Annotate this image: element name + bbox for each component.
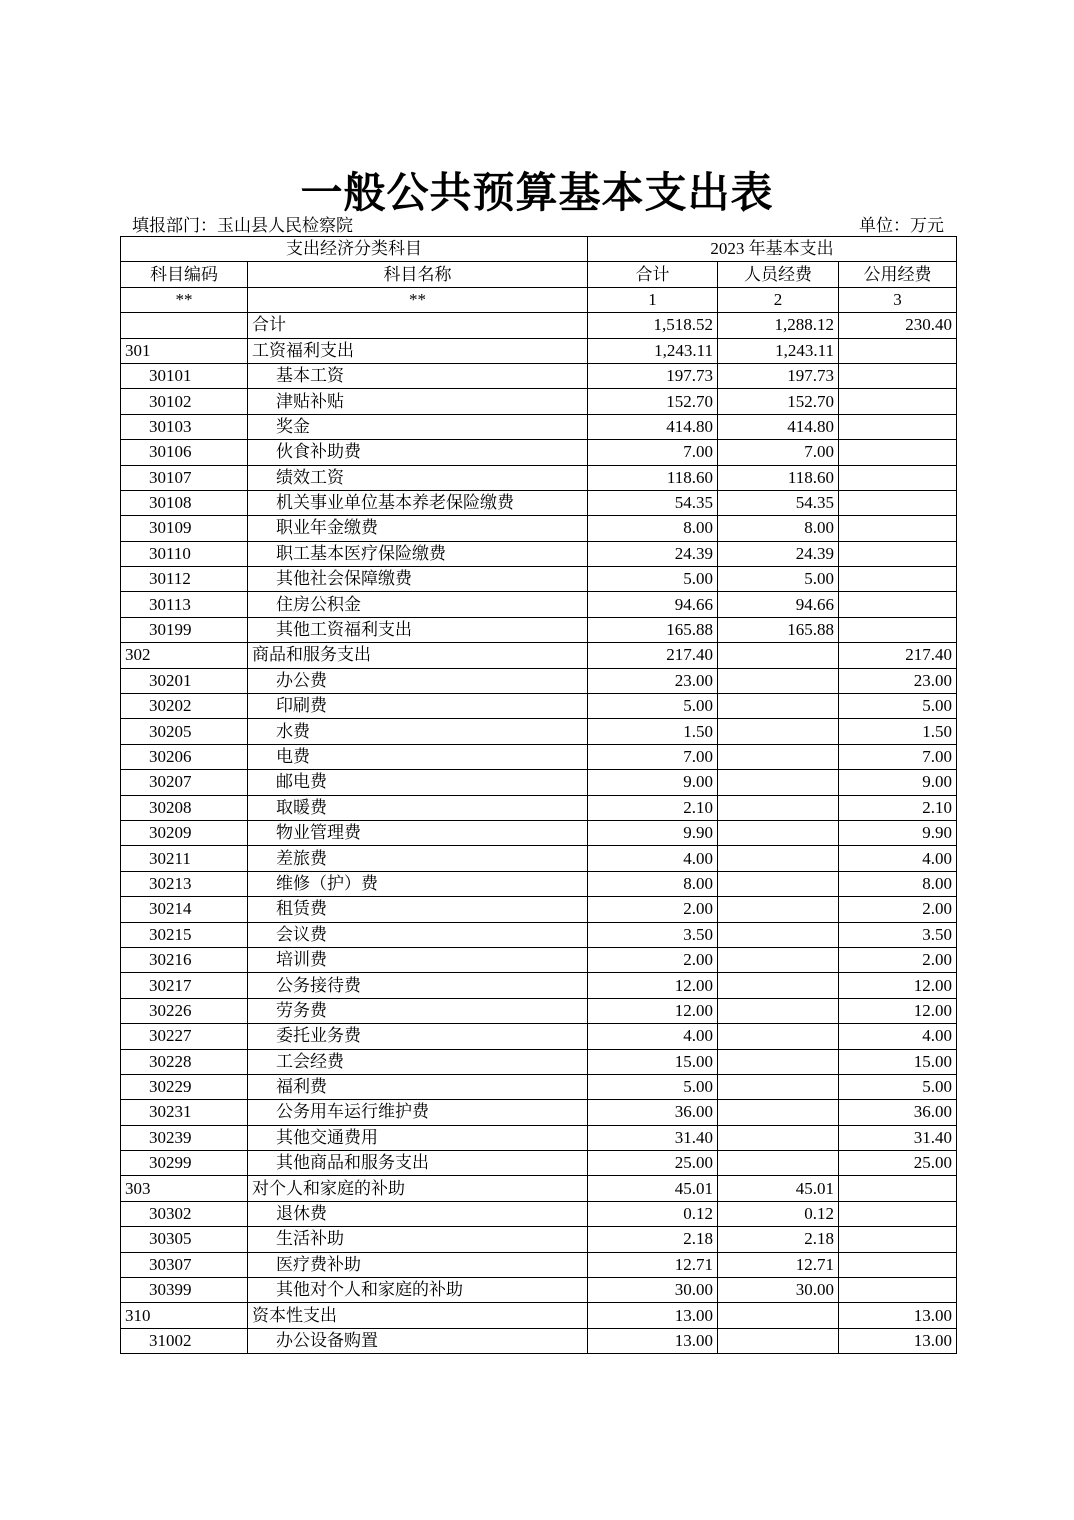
total-cell: 2.18 xyxy=(588,1227,718,1252)
total-cell: 165.88 xyxy=(588,617,718,642)
subject-name-cell: 物业管理费 xyxy=(248,820,588,845)
public-cost-cell: 31.40 xyxy=(839,1125,957,1150)
personnel-cost-cell xyxy=(718,795,839,820)
subject-name-cell: 取暖费 xyxy=(248,795,588,820)
personnel-cost-cell: 118.60 xyxy=(718,465,839,490)
table-row xyxy=(121,516,957,541)
table-row xyxy=(121,922,957,947)
index-code: ** xyxy=(121,287,248,312)
personnel-cost-cell: 2.18 xyxy=(718,1227,839,1252)
subject-code-cell: 30305 xyxy=(121,1227,248,1252)
table-row xyxy=(121,541,957,566)
total-cell: 54.35 xyxy=(588,490,718,515)
public-cost-cell xyxy=(839,490,957,515)
subject-code-cell: 30215 xyxy=(121,922,248,947)
table-row xyxy=(121,770,957,795)
subject-name-cell: 医疗费补助 xyxy=(248,1252,588,1277)
subject-name-cell: 租赁费 xyxy=(248,897,588,922)
table-row xyxy=(121,643,957,668)
total-cell: 414.80 xyxy=(588,414,718,439)
table-row xyxy=(121,1125,957,1150)
total-cell: 94.66 xyxy=(588,592,718,617)
table-row xyxy=(121,998,957,1023)
public-cost-cell: 3.50 xyxy=(839,922,957,947)
index-name: ** xyxy=(248,287,588,312)
public-cost-cell: 230.40 xyxy=(839,313,957,338)
total-cell: 9.00 xyxy=(588,770,718,795)
subject-code-cell: 30302 xyxy=(121,1201,248,1226)
table-row xyxy=(121,1303,957,1328)
header-public-cost: 公用经费 xyxy=(839,262,957,287)
subject-code-cell: 30108 xyxy=(121,490,248,515)
personnel-cost-cell xyxy=(718,1024,839,1049)
table-row xyxy=(121,1151,957,1176)
subject-code-cell: 30229 xyxy=(121,1074,248,1099)
public-cost-cell xyxy=(839,567,957,592)
total-cell: 2.10 xyxy=(588,795,718,820)
subject-name-cell: 水费 xyxy=(248,719,588,744)
subject-code-cell: 30228 xyxy=(121,1049,248,1074)
personnel-cost-cell: 5.00 xyxy=(718,567,839,592)
personnel-cost-cell xyxy=(718,871,839,896)
personnel-cost-cell: 24.39 xyxy=(718,541,839,566)
personnel-cost-cell xyxy=(718,694,839,719)
header-index-row xyxy=(121,287,957,312)
table-row xyxy=(121,871,957,896)
table-row xyxy=(121,414,957,439)
personnel-cost-cell xyxy=(718,1074,839,1099)
public-cost-cell: 2.00 xyxy=(839,947,957,972)
public-cost-cell: 4.00 xyxy=(839,1024,957,1049)
personnel-cost-cell xyxy=(718,770,839,795)
personnel-cost-cell xyxy=(718,1100,839,1125)
personnel-cost-cell: 45.01 xyxy=(718,1176,839,1201)
total-cell: 23.00 xyxy=(588,668,718,693)
subject-code-cell: 30207 xyxy=(121,770,248,795)
index-total: 1 xyxy=(588,287,718,312)
total-cell: 2.00 xyxy=(588,897,718,922)
total-cell: 13.00 xyxy=(588,1328,718,1353)
table-row xyxy=(121,363,957,388)
table-row xyxy=(121,313,957,338)
public-cost-cell xyxy=(839,1227,957,1252)
public-cost-cell xyxy=(839,1278,957,1303)
public-cost-cell: 36.00 xyxy=(839,1100,957,1125)
subject-code-cell: 30205 xyxy=(121,719,248,744)
personnel-cost-cell xyxy=(718,846,839,871)
public-cost-cell: 25.00 xyxy=(839,1151,957,1176)
subject-name-cell: 维修（护）费 xyxy=(248,871,588,896)
public-cost-cell: 23.00 xyxy=(839,668,957,693)
personnel-cost-cell xyxy=(718,947,839,972)
public-cost-cell: 217.40 xyxy=(839,643,957,668)
personnel-cost-cell: 30.00 xyxy=(718,1278,839,1303)
total-cell: 217.40 xyxy=(588,643,718,668)
subject-code-cell: 30109 xyxy=(121,516,248,541)
table-row xyxy=(121,973,957,998)
personnel-cost-cell: 7.00 xyxy=(718,440,839,465)
total-cell: 1,243.11 xyxy=(588,338,718,363)
personnel-cost-cell: 1,288.12 xyxy=(718,313,839,338)
subject-name-cell: 津贴补贴 xyxy=(248,389,588,414)
public-cost-cell: 2.00 xyxy=(839,897,957,922)
subject-name-cell: 职工基本医疗保险缴费 xyxy=(248,541,588,566)
personnel-cost-cell xyxy=(718,1125,839,1150)
subject-code-cell: 30209 xyxy=(121,820,248,845)
total-cell: 2.00 xyxy=(588,947,718,972)
total-cell: 36.00 xyxy=(588,1100,718,1125)
total-cell: 1,518.52 xyxy=(588,313,718,338)
subject-name-cell: 公务用车运行维护费 xyxy=(248,1100,588,1125)
subject-name-cell: 印刷费 xyxy=(248,694,588,719)
subject-name-cell: 福利费 xyxy=(248,1074,588,1099)
table-row xyxy=(121,1252,957,1277)
public-cost-cell xyxy=(839,414,957,439)
table-row xyxy=(121,1100,957,1125)
total-cell: 12.71 xyxy=(588,1252,718,1277)
table-row xyxy=(121,592,957,617)
subject-name-cell: 住房公积金 xyxy=(248,592,588,617)
header-subject-name: 科目名称 xyxy=(248,262,588,287)
personnel-cost-cell xyxy=(718,973,839,998)
header-group-row xyxy=(121,237,957,262)
total-cell: 5.00 xyxy=(588,694,718,719)
subject-name-cell: 会议费 xyxy=(248,922,588,947)
subject-code-cell: 30106 xyxy=(121,440,248,465)
public-cost-cell: 4.00 xyxy=(839,846,957,871)
personnel-cost-cell xyxy=(718,744,839,769)
subject-name-cell: 对个人和家庭的补助 xyxy=(248,1176,588,1201)
budget-table xyxy=(120,236,957,1354)
public-cost-cell: 1.50 xyxy=(839,719,957,744)
total-cell: 15.00 xyxy=(588,1049,718,1074)
public-cost-cell xyxy=(839,1176,957,1201)
table-row xyxy=(121,795,957,820)
total-cell: 12.00 xyxy=(588,973,718,998)
public-cost-cell: 2.10 xyxy=(839,795,957,820)
total-cell: 7.00 xyxy=(588,744,718,769)
subject-code-cell: 30208 xyxy=(121,795,248,820)
header-subject-code: 科目编码 xyxy=(121,262,248,287)
subject-name-cell: 伙食补助费 xyxy=(248,440,588,465)
public-cost-cell xyxy=(839,389,957,414)
subject-name-cell: 电费 xyxy=(248,744,588,769)
subject-name-cell: 培训费 xyxy=(248,947,588,972)
public-cost-cell: 12.00 xyxy=(839,998,957,1023)
personnel-cost-cell: 12.71 xyxy=(718,1252,839,1277)
subject-code-cell: 30112 xyxy=(121,567,248,592)
total-cell: 13.00 xyxy=(588,1303,718,1328)
total-cell: 31.40 xyxy=(588,1125,718,1150)
unit-label: 单位：万元 xyxy=(859,216,944,235)
table-row xyxy=(121,1074,957,1099)
total-cell: 7.00 xyxy=(588,440,718,465)
total-cell: 5.00 xyxy=(588,1074,718,1099)
table-row xyxy=(121,820,957,845)
index-public: 3 xyxy=(839,287,957,312)
personnel-cost-cell xyxy=(718,643,839,668)
table-row xyxy=(121,1049,957,1074)
total-cell: 8.00 xyxy=(588,516,718,541)
table-row xyxy=(121,389,957,414)
subject-name-cell: 生活补助 xyxy=(248,1227,588,1252)
subject-name-cell: 绩效工资 xyxy=(248,465,588,490)
subject-code-cell: 30101 xyxy=(121,363,248,388)
subject-name-cell: 其他社会保障缴费 xyxy=(248,567,588,592)
table-row xyxy=(121,668,957,693)
table-row xyxy=(121,694,957,719)
total-cell: 24.39 xyxy=(588,541,718,566)
public-cost-cell: 9.90 xyxy=(839,820,957,845)
table-row xyxy=(121,1227,957,1252)
personnel-cost-cell xyxy=(718,1151,839,1176)
personnel-cost-cell: 197.73 xyxy=(718,363,839,388)
subject-name-cell: 职业年金缴费 xyxy=(248,516,588,541)
total-cell: 5.00 xyxy=(588,567,718,592)
subject-code-cell: 30226 xyxy=(121,998,248,1023)
subject-name-cell: 奖金 xyxy=(248,414,588,439)
public-cost-cell xyxy=(839,541,957,566)
subject-code-cell xyxy=(121,313,248,338)
subject-name-cell: 办公设备购置 xyxy=(248,1328,588,1353)
total-cell: 9.90 xyxy=(588,820,718,845)
table-row xyxy=(121,1176,957,1201)
personnel-cost-cell: 54.35 xyxy=(718,490,839,515)
table-row xyxy=(121,719,957,744)
subject-code-cell: 30213 xyxy=(121,871,248,896)
subject-code-cell: 303 xyxy=(121,1176,248,1201)
subject-name-cell: 差旅费 xyxy=(248,846,588,871)
subject-code-cell: 30110 xyxy=(121,541,248,566)
subject-code-cell: 30102 xyxy=(121,389,248,414)
personnel-cost-cell xyxy=(718,668,839,693)
personnel-cost-cell xyxy=(718,1303,839,1328)
subject-code-cell: 30206 xyxy=(121,744,248,769)
table-row xyxy=(121,1328,957,1353)
public-cost-cell: 5.00 xyxy=(839,694,957,719)
subject-code-cell: 30307 xyxy=(121,1252,248,1277)
table-row xyxy=(121,567,957,592)
index-personnel: 2 xyxy=(718,287,839,312)
public-cost-cell xyxy=(839,338,957,363)
subject-name-cell: 其他工资福利支出 xyxy=(248,617,588,642)
personnel-cost-cell xyxy=(718,1328,839,1353)
header-basic-expenditure-2023: 2023 年基本支出 xyxy=(588,237,957,262)
subject-name-cell: 邮电费 xyxy=(248,770,588,795)
header-column-row xyxy=(121,262,957,287)
subject-name-cell: 公务接待费 xyxy=(248,973,588,998)
table-row xyxy=(121,1024,957,1049)
total-cell: 197.73 xyxy=(588,363,718,388)
subject-code-cell: 30231 xyxy=(121,1100,248,1125)
subject-name-cell: 商品和服务支出 xyxy=(248,643,588,668)
personnel-cost-cell: 0.12 xyxy=(718,1201,839,1226)
table-row xyxy=(121,338,957,363)
public-cost-cell: 15.00 xyxy=(839,1049,957,1074)
public-cost-cell: 8.00 xyxy=(839,871,957,896)
public-cost-cell xyxy=(839,1252,957,1277)
public-cost-cell xyxy=(839,363,957,388)
personnel-cost-cell: 8.00 xyxy=(718,516,839,541)
subject-code-cell: 30216 xyxy=(121,947,248,972)
personnel-cost-cell xyxy=(718,1049,839,1074)
table-row xyxy=(121,744,957,769)
public-cost-cell xyxy=(839,465,957,490)
personnel-cost-cell: 1,243.11 xyxy=(718,338,839,363)
total-cell: 0.12 xyxy=(588,1201,718,1226)
personnel-cost-cell xyxy=(718,820,839,845)
total-cell: 118.60 xyxy=(588,465,718,490)
total-cell: 3.50 xyxy=(588,922,718,947)
subject-code-cell: 30211 xyxy=(121,846,248,871)
subject-code-cell: 30113 xyxy=(121,592,248,617)
reporting-department: 填报部门：玉山县人民检察院 xyxy=(132,216,353,235)
subject-name-cell: 劳务费 xyxy=(248,998,588,1023)
personnel-cost-cell: 94.66 xyxy=(718,592,839,617)
subject-code-cell: 30103 xyxy=(121,414,248,439)
total-cell: 30.00 xyxy=(588,1278,718,1303)
public-cost-cell xyxy=(839,440,957,465)
total-cell: 45.01 xyxy=(588,1176,718,1201)
subject-code-cell: 30201 xyxy=(121,668,248,693)
subject-name-cell: 机关事业单位基本养老保险缴费 xyxy=(248,490,588,515)
header-personnel-cost: 人员经费 xyxy=(718,262,839,287)
personnel-cost-cell: 152.70 xyxy=(718,389,839,414)
public-cost-cell xyxy=(839,1201,957,1226)
table-row xyxy=(121,617,957,642)
public-cost-cell: 12.00 xyxy=(839,973,957,998)
header-economic-classification: 支出经济分类科目 xyxy=(121,237,588,262)
total-cell: 152.70 xyxy=(588,389,718,414)
subject-code-cell: 30199 xyxy=(121,617,248,642)
header-total: 合计 xyxy=(588,262,718,287)
subject-name-cell: 工会经费 xyxy=(248,1049,588,1074)
subject-name-cell: 资本性支出 xyxy=(248,1303,588,1328)
subject-name-cell: 办公费 xyxy=(248,668,588,693)
personnel-cost-cell xyxy=(718,897,839,922)
public-cost-cell: 13.00 xyxy=(839,1328,957,1353)
table-body xyxy=(121,313,957,1354)
subject-name-cell: 其他交通费用 xyxy=(248,1125,588,1150)
public-cost-cell xyxy=(839,592,957,617)
subject-name-cell: 其他商品和服务支出 xyxy=(248,1151,588,1176)
total-cell: 1.50 xyxy=(588,719,718,744)
subject-code-cell: 310 xyxy=(121,1303,248,1328)
subject-code-cell: 302 xyxy=(121,643,248,668)
subject-code-cell: 30299 xyxy=(121,1151,248,1176)
subject-code-cell: 30202 xyxy=(121,694,248,719)
public-cost-cell: 7.00 xyxy=(839,744,957,769)
public-cost-cell: 5.00 xyxy=(839,1074,957,1099)
table-row xyxy=(121,465,957,490)
subject-code-cell: 31002 xyxy=(121,1328,248,1353)
total-cell: 25.00 xyxy=(588,1151,718,1176)
subject-code-cell: 301 xyxy=(121,338,248,363)
subject-name-cell: 其他对个人和家庭的补助 xyxy=(248,1278,588,1303)
total-cell: 12.00 xyxy=(588,998,718,1023)
subject-code-cell: 30217 xyxy=(121,973,248,998)
subject-name-cell: 合计 xyxy=(248,313,588,338)
personnel-cost-cell xyxy=(718,719,839,744)
subject-code-cell: 30399 xyxy=(121,1278,248,1303)
personnel-cost-cell: 165.88 xyxy=(718,617,839,642)
subject-name-cell: 基本工资 xyxy=(248,363,588,388)
table-row xyxy=(121,897,957,922)
total-cell: 8.00 xyxy=(588,871,718,896)
personnel-cost-cell xyxy=(718,922,839,947)
table-row xyxy=(121,490,957,515)
subject-code-cell: 30239 xyxy=(121,1125,248,1150)
public-cost-cell xyxy=(839,516,957,541)
public-cost-cell xyxy=(839,617,957,642)
public-cost-cell: 9.00 xyxy=(839,770,957,795)
public-cost-cell: 13.00 xyxy=(839,1303,957,1328)
table-row xyxy=(121,947,957,972)
personnel-cost-cell xyxy=(718,998,839,1023)
subject-code-cell: 30107 xyxy=(121,465,248,490)
personnel-cost-cell: 414.80 xyxy=(718,414,839,439)
table-row xyxy=(121,846,957,871)
subject-code-cell: 30214 xyxy=(121,897,248,922)
subject-code-cell: 30227 xyxy=(121,1024,248,1049)
total-cell: 4.00 xyxy=(588,846,718,871)
total-cell: 4.00 xyxy=(588,1024,718,1049)
table-row xyxy=(121,1278,957,1303)
page-title: 一般公共预算基本支出表 xyxy=(300,168,774,217)
subject-name-cell: 委托业务费 xyxy=(248,1024,588,1049)
table-row xyxy=(121,1201,957,1226)
table-row xyxy=(121,440,957,465)
subject-name-cell: 工资福利支出 xyxy=(248,338,588,363)
subject-name-cell: 退休费 xyxy=(248,1201,588,1226)
